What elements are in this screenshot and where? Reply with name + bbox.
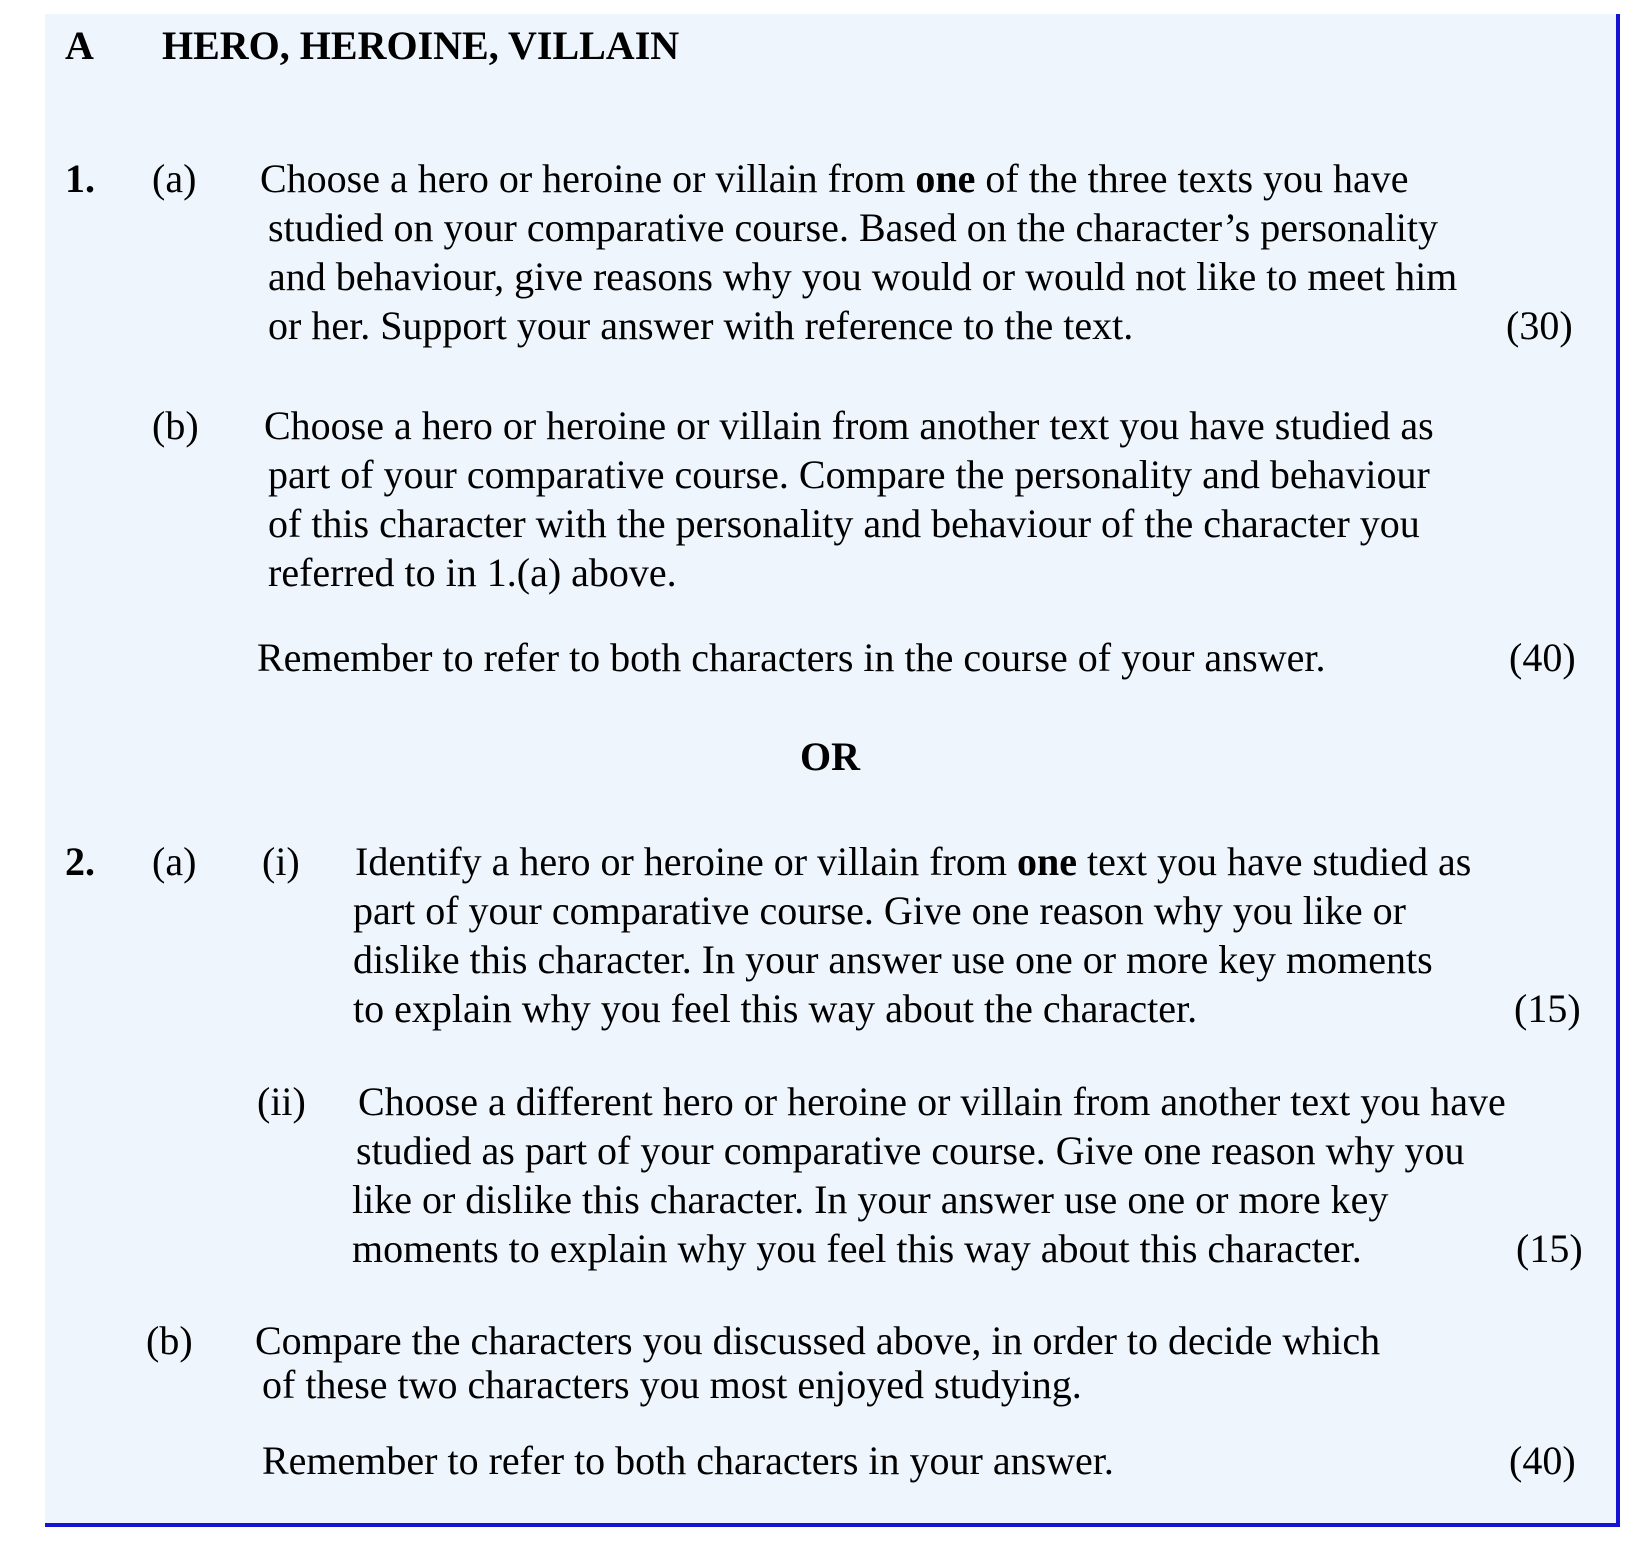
q1-part-a-label: (a) <box>152 156 197 201</box>
q1a-line-1: Choose a hero or heroine or villain from one of the three texts you have <box>260 156 1409 201</box>
q1b-line-4: referred to in 1.(a) above. <box>268 550 677 595</box>
q2aii-line-1: Choose a different hero or heroine or villain from another text you have <box>358 1079 1506 1124</box>
q1b-line-2: part of your comparative course. Compare the personality and behaviour <box>268 452 1430 497</box>
q2ai-line-2: part of your comparative course. Give one reason why you like or <box>353 888 1406 933</box>
section-title: HERO, HEROINE, VILLAIN <box>162 23 680 68</box>
q1b-marks: (40) <box>1509 635 1576 680</box>
question-number-2: 2. <box>65 839 95 884</box>
q2aii-line-2: studied as part of your comparative course. Give one reason why you <box>356 1128 1465 1173</box>
q2ai-line-1: Identify a hero or heroine or villain from one text you have studied as <box>355 839 1472 884</box>
q2-part-b-label: (b) <box>146 1318 193 1363</box>
q2aii-marks: (15) <box>1516 1226 1583 1271</box>
q1a-line-3: and behaviour, give reasons why you would or would not like to meet him <box>268 254 1458 299</box>
or-divider: OR <box>800 734 860 779</box>
q1-part-b-label: (b) <box>152 403 199 448</box>
q2ai-line-4: to explain why you feel this way about the character. <box>353 986 1198 1031</box>
section-letter: A <box>65 23 94 68</box>
q1a-line-2: studied on your comparative course. Based on the character’s personality <box>268 205 1438 250</box>
q2ai-line-3: dislike this character. In your answer use one or more key moments <box>353 937 1433 982</box>
q1a-line-4: or her. Support your answer with reference to the text. <box>268 303 1134 348</box>
q1b-line-1: Choose a hero or heroine or villain from another text you have studied as <box>264 403 1434 448</box>
q1b-line-3: of this character with the personality and behaviour of the character you <box>268 501 1420 546</box>
q1b-reminder: Remember to refer to both characters in the course of your answer. <box>257 635 1326 680</box>
q2b-line-1: Compare the characters you discussed above, in order to decide which <box>255 1318 1381 1363</box>
q2b-marks: (40) <box>1509 1438 1576 1483</box>
q2a-ii-label: (ii) <box>257 1079 306 1124</box>
q2b-reminder: Remember to refer to both characters in your answer. <box>262 1438 1114 1483</box>
q2aii-line-3: like or dislike this character. In your answer use one or more key <box>352 1177 1389 1222</box>
q2aii-line-4: moments to explain why you feel this way about this character. <box>352 1226 1362 1271</box>
q2b-line-2: of these two characters you most enjoyed studying. <box>262 1362 1082 1407</box>
q1a-marks: (30) <box>1506 303 1573 348</box>
question-number-1: 1. <box>65 156 95 201</box>
q2-part-a-label: (a) <box>152 839 197 884</box>
q2ai-marks: (15) <box>1514 986 1581 1031</box>
q2a-i-label: (i) <box>262 839 300 884</box>
